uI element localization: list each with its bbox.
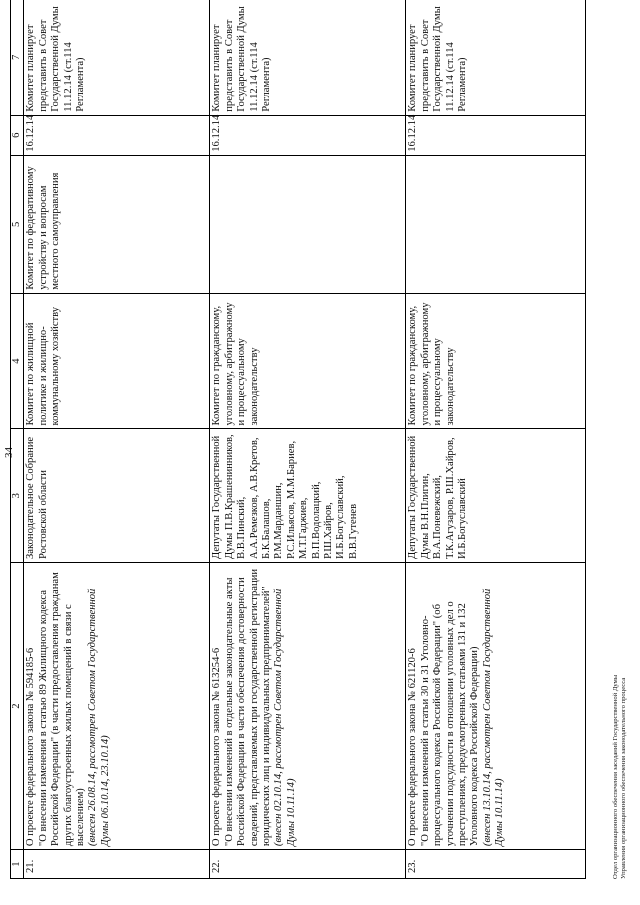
responsible-committee-cell: Комитет по гражданскому, уголовному, арбитражному и процессуальному законодательству xyxy=(210,293,406,429)
co-committee-cell: Комитет по федеративному устройству и вопросам местного самоуправления xyxy=(24,155,210,293)
bill-cell xyxy=(24,563,210,850)
table-row xyxy=(24,0,210,879)
date-cell: 16.12.14 xyxy=(210,115,406,155)
column-header: 4 xyxy=(11,293,24,429)
table-row xyxy=(210,0,406,879)
bill-title: "О внесении изменений в статьи 30 и 31 Уголовно-процессуального кодекса Российской Федерации" (об уточнении подсудности в отношении уголовных дел о преступлениях, предусмотренных статьями 131 и 132 Уголовного кодекса Российской Федерации) xyxy=(419,601,481,847)
header-row xyxy=(11,0,24,879)
column-header: 7 xyxy=(11,0,24,115)
footer-line: Отдел организационного обеспечения заседаний Государственной Думы xyxy=(612,674,619,879)
plan-cell: Комитет планирует представить в Совет Государственной Думы 11.12.14 (ст.114 Регламента) xyxy=(210,0,406,115)
bills-table xyxy=(10,0,586,879)
column-header: 6 xyxy=(11,115,24,155)
author-cell: Депутаты Государственной Думы В.Н.Плигин, В.А.Поневежский, Т.К.Агузаров, Р.Ш.Хайров, И.Б.Богуславский xyxy=(406,429,586,563)
column-header: 5 xyxy=(11,155,24,293)
row-number: 21. xyxy=(24,850,210,879)
co-committee-cell xyxy=(210,155,406,293)
page-number: 34 xyxy=(3,447,15,458)
co-committee-cell xyxy=(406,155,586,293)
bill-cell xyxy=(210,563,406,850)
responsible-committee-cell: Комитет по гражданскому, уголовному, арбитражному и процессуальному законодательству xyxy=(406,293,586,429)
footer-line: Управления организационного обеспечения законодательного процесса xyxy=(620,677,627,879)
bill-heading: О проекте федерального закона № 594185-6 xyxy=(25,647,37,847)
date-cell: 16.12.14 xyxy=(24,115,210,155)
date-cell: 16.12.14 xyxy=(406,115,586,155)
bill-title: "О внесении изменений в отдельные законодательные акты Российской Федерации в части обеспечения достоверности сведений, представляемых при государственной регистрации юридических лиц и индивидуальных предпринимателей" xyxy=(223,568,273,847)
column-header: 2 xyxy=(11,563,24,850)
plan-cell: Комитет планирует представить в Совет Государственной Думы 11.12.14 (ст.114 Регламента) xyxy=(406,0,586,115)
bill-title: "О внесении изменения в статью 89 Жилищного кодекса Российской Федерации" (в части предоставления гражданам других благоустроенных жилых помещений в связи с выселением) xyxy=(37,572,87,847)
plan-cell: Комитет планирует представить в Совет Государственной Думы 11.12.14 (ст.114 Регламента) xyxy=(24,0,210,115)
bill-cell xyxy=(406,563,586,850)
bill-note: (внесен 02.10.14, рассмотрен Советом Государственной Думы 10.11.14) xyxy=(273,588,297,847)
footer-note xyxy=(612,675,628,879)
author-cell: Депутаты Государственной Думы П.В.Крашенинников, В.В.Пинский, А.А.Ремезков, А.В.Кретов, Б.К.Балашов, Р.М.Марданшин, Р.С.Ильясов, М.М.Бариев, М.Т.Гаджиев, В.П.Водолацкий, Р.Ш.Хайров, И.Б.Богуславский, В.В.Гутенев xyxy=(210,429,406,563)
responsible-committee-cell: Комитет по жилищной политике и жилищно-коммунальному хозяйству xyxy=(24,293,210,429)
column-header: 3 xyxy=(11,429,24,563)
row-number: 23. xyxy=(406,850,586,879)
author-cell: Законодательное Собрание Ростовской области xyxy=(24,429,210,563)
bill-heading: О проекте федерального закона № 621120-6 xyxy=(407,648,419,847)
table-row xyxy=(406,0,586,879)
column-header: 1 xyxy=(11,850,24,879)
bill-note: (внесен 26.08.14, рассмотрен Советом Государственной Думы 06.10.14, 23.10.14) xyxy=(87,588,111,847)
row-number: 22. xyxy=(210,850,406,879)
bill-note: (внесен 13.10.14, рассмотрен Советом Государственной Думы 10.11.14) xyxy=(481,588,506,847)
bill-heading: О проекте федерального закона № 613254-6 xyxy=(211,647,223,847)
